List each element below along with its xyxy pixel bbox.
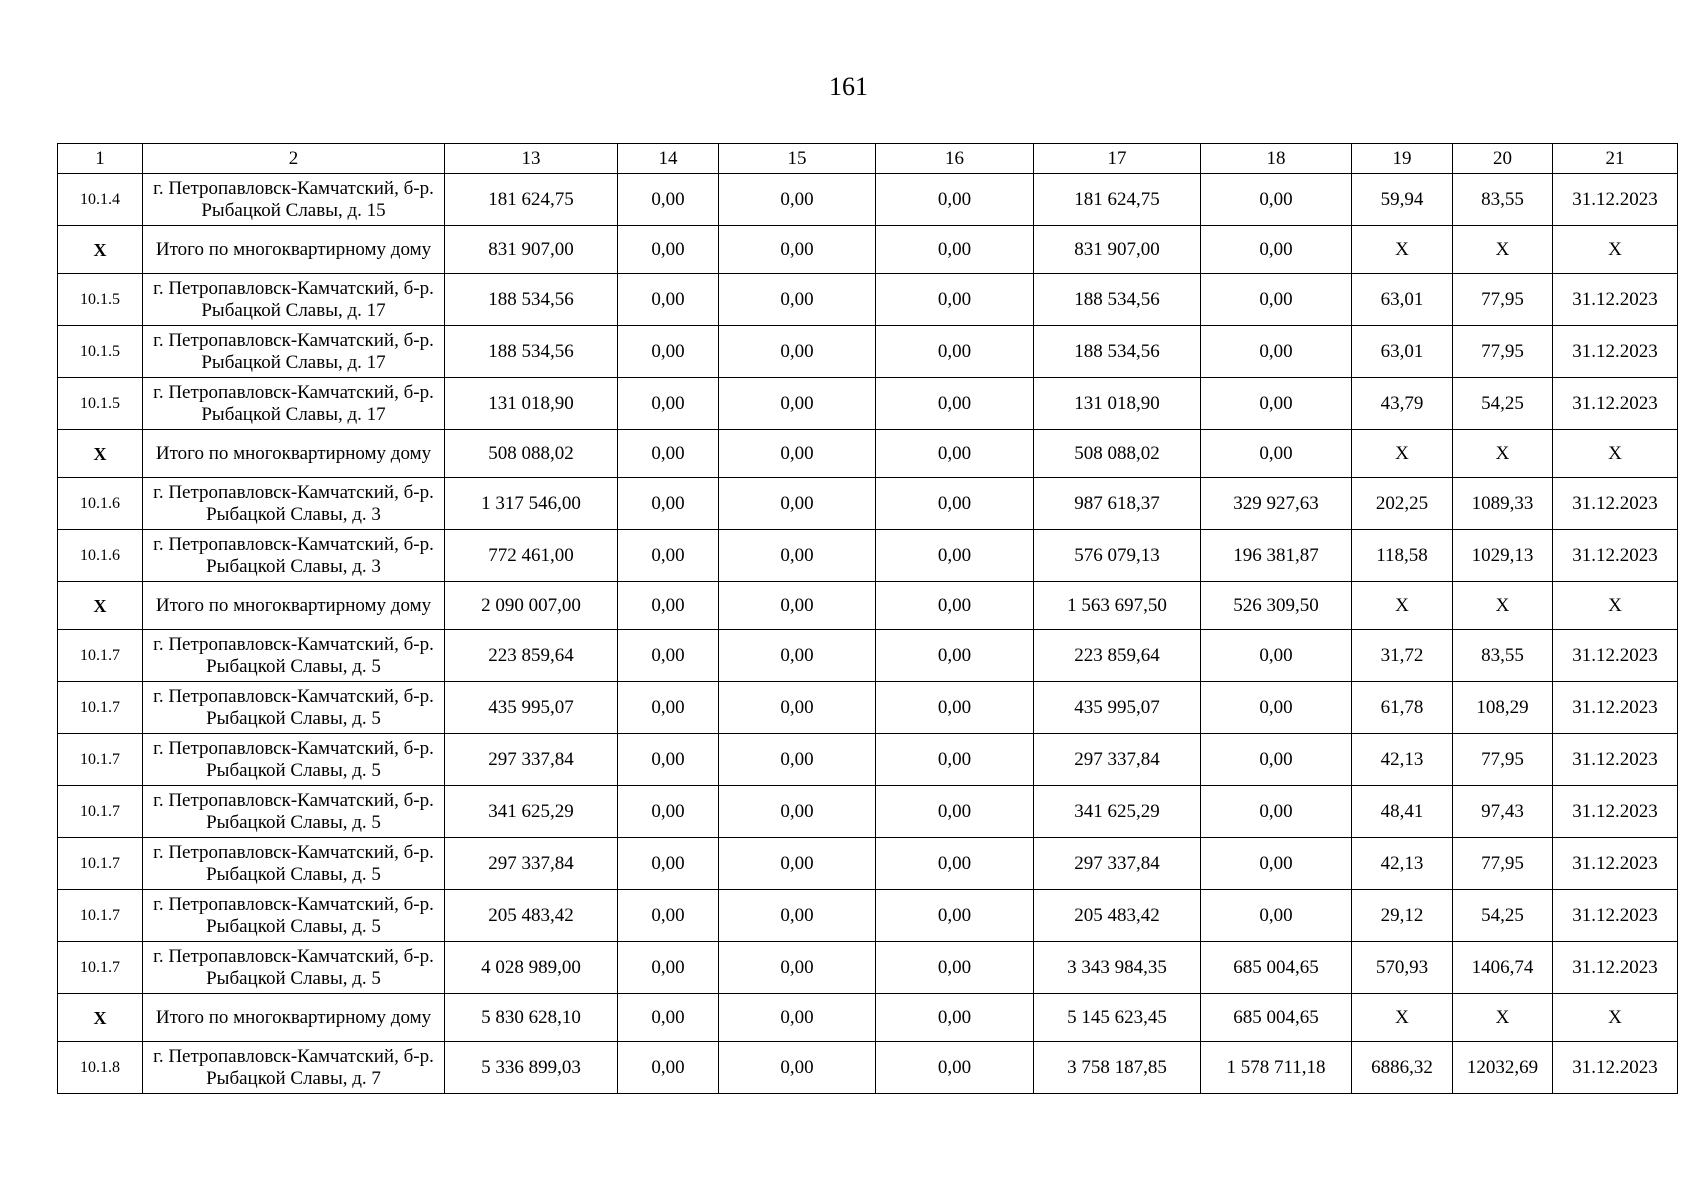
cell-col-1-number: 10.1.7 bbox=[58, 786, 143, 838]
cell-col-19: 48,41 bbox=[1352, 786, 1453, 838]
cell-col-17: 1 563 697,50 bbox=[1034, 582, 1201, 630]
cell-col-21: 31.12.2023 bbox=[1553, 682, 1678, 734]
cell-col-18: 0,00 bbox=[1201, 226, 1352, 274]
header-cell-col-21: 21 bbox=[1553, 144, 1678, 174]
cell-col-19: 63,01 bbox=[1352, 274, 1453, 326]
cell-col-13: 831 907,00 bbox=[445, 226, 618, 274]
cell-col-14: 0,00 bbox=[618, 786, 719, 838]
cell-col-1-number: 10.1.8 bbox=[58, 1042, 143, 1094]
cell-col-21: 31.12.2023 bbox=[1553, 174, 1678, 226]
cell-col-2-address: г. Петропавловск-Камчатский, б-р. Рыбацкой Славы, д. 5 bbox=[143, 942, 445, 994]
cell-col-19: X bbox=[1352, 994, 1453, 1042]
cell-col-14: 0,00 bbox=[618, 942, 719, 994]
cell-col-16: 0,00 bbox=[876, 890, 1034, 942]
cell-col-1-number: 10.1.7 bbox=[58, 838, 143, 890]
table-row bbox=[58, 942, 1678, 994]
cell-col-14: 0,00 bbox=[618, 734, 719, 786]
cell-col-17: 223 859,64 bbox=[1034, 630, 1201, 682]
cell-col-14: 0,00 bbox=[618, 630, 719, 682]
cell-col-18: 0,00 bbox=[1201, 430, 1352, 478]
cell-col-2-address: г. Петропавловск-Камчатский, б-р. Рыбацкой Славы, д. 15 bbox=[143, 174, 445, 226]
cell-col-15: 0,00 bbox=[719, 682, 876, 734]
cell-col-19: 6886,32 bbox=[1352, 1042, 1453, 1094]
header-cell-col-19: 19 bbox=[1352, 144, 1453, 174]
header-cell-col-17: 17 bbox=[1034, 144, 1201, 174]
cell-col-20: 97,43 bbox=[1453, 786, 1553, 838]
table-row bbox=[58, 630, 1678, 682]
cell-col-16: 0,00 bbox=[876, 274, 1034, 326]
cell-col-2-address: г. Петропавловск-Камчатский, б-р. Рыбацкой Славы, д. 5 bbox=[143, 838, 445, 890]
cell-col-13: 223 859,64 bbox=[445, 630, 618, 682]
total-row bbox=[58, 430, 1678, 478]
cell-col-2-address: г. Петропавловск-Камчатский, б-р. Рыбацкой Славы, д. 17 bbox=[143, 326, 445, 378]
cell-col-19: 31,72 bbox=[1352, 630, 1453, 682]
cell-col-21: X bbox=[1553, 994, 1678, 1042]
cell-col-2-address: г. Петропавловск-Камчатский, б-р. Рыбацкой Славы, д. 5 bbox=[143, 630, 445, 682]
cell-col-13: 508 088,02 bbox=[445, 430, 618, 478]
cell-col-2-address: г. Петропавловск-Камчатский, б-р. Рыбацкой Славы, д. 17 bbox=[143, 274, 445, 326]
cell-col-18: 0,00 bbox=[1201, 630, 1352, 682]
cell-col-15: 0,00 bbox=[719, 274, 876, 326]
cell-col-17: 576 079,13 bbox=[1034, 530, 1201, 582]
cell-col-2-address: г. Петропавловск-Камчатский, б-р. Рыбацкой Славы, д. 3 bbox=[143, 478, 445, 530]
cell-col-20: 108,29 bbox=[1453, 682, 1553, 734]
header-row bbox=[58, 144, 1678, 174]
cell-col-1-number: 10.1.7 bbox=[58, 734, 143, 786]
total-row bbox=[58, 582, 1678, 630]
cell-col-19: 29,12 bbox=[1352, 890, 1453, 942]
cell-col-16: 0,00 bbox=[876, 734, 1034, 786]
cell-col-15: 0,00 bbox=[719, 838, 876, 890]
cell-col-1-number: X bbox=[58, 226, 143, 274]
cell-col-21: 31.12.2023 bbox=[1553, 326, 1678, 378]
cell-col-19: 63,01 bbox=[1352, 326, 1453, 378]
cell-col-16: 0,00 bbox=[876, 838, 1034, 890]
cell-col-16: 0,00 bbox=[876, 378, 1034, 430]
cell-col-20: X bbox=[1453, 994, 1553, 1042]
cell-col-18: 0,00 bbox=[1201, 274, 1352, 326]
cell-col-20: 54,25 bbox=[1453, 378, 1553, 430]
cell-col-15: 0,00 bbox=[719, 582, 876, 630]
cell-col-17: 508 088,02 bbox=[1034, 430, 1201, 478]
header-cell-col-15: 15 bbox=[719, 144, 876, 174]
total-row bbox=[58, 994, 1678, 1042]
cell-col-17: 435 995,07 bbox=[1034, 682, 1201, 734]
header-cell-col-20: 20 bbox=[1453, 144, 1553, 174]
cell-col-20: 83,55 bbox=[1453, 174, 1553, 226]
cell-col-17: 188 534,56 bbox=[1034, 326, 1201, 378]
cell-col-17: 297 337,84 bbox=[1034, 734, 1201, 786]
table-row bbox=[58, 786, 1678, 838]
cell-col-15: 0,00 bbox=[719, 378, 876, 430]
cell-col-16: 0,00 bbox=[876, 994, 1034, 1042]
cell-col-20: 77,95 bbox=[1453, 838, 1553, 890]
header-cell-col-13: 13 bbox=[445, 144, 618, 174]
cell-col-14: 0,00 bbox=[618, 890, 719, 942]
cell-col-2-address: г. Петропавловск-Камчатский, б-р. Рыбацкой Славы, д. 5 bbox=[143, 682, 445, 734]
cell-col-20: X bbox=[1453, 226, 1553, 274]
table-row bbox=[58, 1042, 1678, 1094]
cell-col-17: 188 534,56 bbox=[1034, 274, 1201, 326]
cell-col-18: 0,00 bbox=[1201, 174, 1352, 226]
cell-col-18: 196 381,87 bbox=[1201, 530, 1352, 582]
cell-col-14: 0,00 bbox=[618, 326, 719, 378]
cell-col-20: 83,55 bbox=[1453, 630, 1553, 682]
cell-col-1-number: 10.1.5 bbox=[58, 274, 143, 326]
cell-col-21: 31.12.2023 bbox=[1553, 378, 1678, 430]
table-row bbox=[58, 274, 1678, 326]
cell-col-1-number: 10.1.6 bbox=[58, 478, 143, 530]
cell-col-13: 435 995,07 bbox=[445, 682, 618, 734]
cell-col-16: 0,00 bbox=[876, 478, 1034, 530]
cell-col-15: 0,00 bbox=[719, 734, 876, 786]
cell-col-17: 131 018,90 bbox=[1034, 378, 1201, 430]
cell-col-18: 685 004,65 bbox=[1201, 942, 1352, 994]
cell-col-17: 297 337,84 bbox=[1034, 838, 1201, 890]
cell-col-18: 329 927,63 bbox=[1201, 478, 1352, 530]
cell-col-15: 0,00 bbox=[719, 430, 876, 478]
table-body bbox=[58, 144, 1678, 1094]
page-number: 161 bbox=[829, 72, 868, 101]
table-row bbox=[58, 478, 1678, 530]
cell-col-15: 0,00 bbox=[719, 478, 876, 530]
cell-col-20: 1089,33 bbox=[1453, 478, 1553, 530]
cell-col-1-number: 10.1.7 bbox=[58, 942, 143, 994]
cell-col-21: 31.12.2023 bbox=[1553, 838, 1678, 890]
cell-col-18: 526 309,50 bbox=[1201, 582, 1352, 630]
table-row bbox=[58, 530, 1678, 582]
cell-col-14: 0,00 bbox=[618, 226, 719, 274]
cell-col-14: 0,00 bbox=[618, 1042, 719, 1094]
cell-col-1-number: 10.1.7 bbox=[58, 630, 143, 682]
cell-col-18: 0,00 bbox=[1201, 378, 1352, 430]
cell-col-13: 341 625,29 bbox=[445, 786, 618, 838]
cell-col-21: 31.12.2023 bbox=[1553, 942, 1678, 994]
cell-col-15: 0,00 bbox=[719, 174, 876, 226]
cell-col-17: 3 758 187,85 bbox=[1034, 1042, 1201, 1094]
cell-col-21: X bbox=[1553, 582, 1678, 630]
cell-col-21: 31.12.2023 bbox=[1553, 630, 1678, 682]
cell-col-1-number: 10.1.7 bbox=[58, 682, 143, 734]
cell-col-13: 131 018,90 bbox=[445, 378, 618, 430]
header-cell-col-1-number: 1 bbox=[58, 144, 143, 174]
cell-col-1-number: 10.1.5 bbox=[58, 326, 143, 378]
cell-col-18: 685 004,65 bbox=[1201, 994, 1352, 1042]
cell-col-1-number: X bbox=[58, 582, 143, 630]
cell-col-20: 1029,13 bbox=[1453, 530, 1553, 582]
cell-col-13: 205 483,42 bbox=[445, 890, 618, 942]
cell-col-20: 54,25 bbox=[1453, 890, 1553, 942]
table-row bbox=[58, 326, 1678, 378]
cell-col-15: 0,00 bbox=[719, 786, 876, 838]
cell-col-16: 0,00 bbox=[876, 430, 1034, 478]
cell-col-16: 0,00 bbox=[876, 226, 1034, 274]
cell-col-19: X bbox=[1352, 582, 1453, 630]
cell-col-13: 772 461,00 bbox=[445, 530, 618, 582]
cell-col-15: 0,00 bbox=[719, 994, 876, 1042]
cell-col-13: 4 028 989,00 bbox=[445, 942, 618, 994]
cell-col-15: 0,00 bbox=[719, 890, 876, 942]
cell-col-19: 59,94 bbox=[1352, 174, 1453, 226]
cell-col-21: X bbox=[1553, 430, 1678, 478]
cell-col-17: 3 343 984,35 bbox=[1034, 942, 1201, 994]
cell-col-18: 0,00 bbox=[1201, 786, 1352, 838]
cell-col-17: 205 483,42 bbox=[1034, 890, 1201, 942]
cell-col-21: 31.12.2023 bbox=[1553, 734, 1678, 786]
cell-col-13: 2 090 007,00 bbox=[445, 582, 618, 630]
cell-col-2-address: г. Петропавловск-Камчатский, б-р. Рыбацкой Славы, д. 7 bbox=[143, 1042, 445, 1094]
cell-col-13: 297 337,84 bbox=[445, 838, 618, 890]
cell-col-21: 31.12.2023 bbox=[1553, 274, 1678, 326]
cell-col-18: 0,00 bbox=[1201, 682, 1352, 734]
cell-col-13: 5 830 628,10 bbox=[445, 994, 618, 1042]
cell-col-19: 43,79 bbox=[1352, 378, 1453, 430]
cell-col-17: 181 624,75 bbox=[1034, 174, 1201, 226]
cell-col-21: 31.12.2023 bbox=[1553, 1042, 1678, 1094]
cell-col-16: 0,00 bbox=[876, 174, 1034, 226]
cell-col-16: 0,00 bbox=[876, 530, 1034, 582]
cell-col-2-address: Итого по многоквартирному дому bbox=[143, 994, 445, 1042]
header-cell-col-2-address: 2 bbox=[143, 144, 445, 174]
cell-col-16: 0,00 bbox=[876, 942, 1034, 994]
cell-col-17: 987 618,37 bbox=[1034, 478, 1201, 530]
table-row bbox=[58, 890, 1678, 942]
cell-col-18: 0,00 bbox=[1201, 838, 1352, 890]
cell-col-2-address: г. Петропавловск-Камчатский, б-р. Рыбацкой Славы, д. 3 bbox=[143, 530, 445, 582]
cell-col-13: 181 624,75 bbox=[445, 174, 618, 226]
cell-col-20: 77,95 bbox=[1453, 326, 1553, 378]
total-row bbox=[58, 226, 1678, 274]
cell-col-14: 0,00 bbox=[618, 378, 719, 430]
cell-col-21: 31.12.2023 bbox=[1553, 478, 1678, 530]
cell-col-1-number: X bbox=[58, 430, 143, 478]
cell-col-19: X bbox=[1352, 430, 1453, 478]
cell-col-19: 570,93 bbox=[1352, 942, 1453, 994]
cell-col-2-address: Итого по многоквартирному дому bbox=[143, 226, 445, 274]
header-cell-col-18: 18 bbox=[1201, 144, 1352, 174]
cell-col-1-number: 10.1.4 bbox=[58, 174, 143, 226]
cell-col-15: 0,00 bbox=[719, 630, 876, 682]
cell-col-1-number: 10.1.5 bbox=[58, 378, 143, 430]
cell-col-16: 0,00 bbox=[876, 1042, 1034, 1094]
cell-col-2-address: г. Петропавловск-Камчатский, б-р. Рыбацкой Славы, д. 17 bbox=[143, 378, 445, 430]
cell-col-21: 31.12.2023 bbox=[1553, 530, 1678, 582]
cell-col-21: X bbox=[1553, 226, 1678, 274]
cell-col-19: 42,13 bbox=[1352, 838, 1453, 890]
cell-col-15: 0,00 bbox=[719, 530, 876, 582]
cell-col-14: 0,00 bbox=[618, 582, 719, 630]
cell-col-14: 0,00 bbox=[618, 530, 719, 582]
cell-col-17: 5 145 623,45 bbox=[1034, 994, 1201, 1042]
table-row bbox=[58, 734, 1678, 786]
cell-col-19: 42,13 bbox=[1352, 734, 1453, 786]
cell-col-2-address: г. Петропавловск-Камчатский, б-р. Рыбацкой Славы, д. 5 bbox=[143, 786, 445, 838]
cell-col-15: 0,00 bbox=[719, 1042, 876, 1094]
cell-col-13: 188 534,56 bbox=[445, 274, 618, 326]
cell-col-15: 0,00 bbox=[719, 226, 876, 274]
cell-col-19: 61,78 bbox=[1352, 682, 1453, 734]
cell-col-15: 0,00 bbox=[719, 326, 876, 378]
cell-col-19: X bbox=[1352, 226, 1453, 274]
cell-col-16: 0,00 bbox=[876, 682, 1034, 734]
cell-col-13: 1 317 546,00 bbox=[445, 478, 618, 530]
cell-col-20: X bbox=[1453, 430, 1553, 478]
table-row bbox=[58, 682, 1678, 734]
cell-col-18: 0,00 bbox=[1201, 734, 1352, 786]
cell-col-2-address: Итого по многоквартирному дому bbox=[143, 582, 445, 630]
table-row bbox=[58, 838, 1678, 890]
cell-col-1-number: X bbox=[58, 994, 143, 1042]
cell-col-14: 0,00 bbox=[618, 994, 719, 1042]
data-table bbox=[57, 143, 1678, 1094]
cell-col-2-address: Итого по многоквартирному дому bbox=[143, 430, 445, 478]
cell-col-16: 0,00 bbox=[876, 630, 1034, 682]
cell-col-20: 77,95 bbox=[1453, 734, 1553, 786]
cell-col-14: 0,00 bbox=[618, 682, 719, 734]
cell-col-13: 5 336 899,03 bbox=[445, 1042, 618, 1094]
cell-col-18: 0,00 bbox=[1201, 890, 1352, 942]
table-row bbox=[58, 174, 1678, 226]
cell-col-14: 0,00 bbox=[618, 838, 719, 890]
cell-col-20: 1406,74 bbox=[1453, 942, 1553, 994]
cell-col-14: 0,00 bbox=[618, 174, 719, 226]
cell-col-14: 0,00 bbox=[618, 430, 719, 478]
cell-col-14: 0,00 bbox=[618, 274, 719, 326]
header-cell-col-16: 16 bbox=[876, 144, 1034, 174]
cell-col-17: 831 907,00 bbox=[1034, 226, 1201, 274]
header-cell-col-14: 14 bbox=[618, 144, 719, 174]
cell-col-13: 188 534,56 bbox=[445, 326, 618, 378]
cell-col-18: 0,00 bbox=[1201, 326, 1352, 378]
cell-col-2-address: г. Петропавловск-Камчатский, б-р. Рыбацкой Славы, д. 5 bbox=[143, 890, 445, 942]
cell-col-20: 77,95 bbox=[1453, 274, 1553, 326]
cell-col-2-address: г. Петропавловск-Камчатский, б-р. Рыбацкой Славы, д. 5 bbox=[143, 734, 445, 786]
cell-col-1-number: 10.1.7 bbox=[58, 890, 143, 942]
cell-col-1-number: 10.1.6 bbox=[58, 530, 143, 582]
cell-col-13: 297 337,84 bbox=[445, 734, 618, 786]
cell-col-16: 0,00 bbox=[876, 582, 1034, 630]
cell-col-20: X bbox=[1453, 582, 1553, 630]
cell-col-16: 0,00 bbox=[876, 786, 1034, 838]
cell-col-21: 31.12.2023 bbox=[1553, 786, 1678, 838]
cell-col-19: 118,58 bbox=[1352, 530, 1453, 582]
cell-col-16: 0,00 bbox=[876, 326, 1034, 378]
cell-col-15: 0,00 bbox=[719, 942, 876, 994]
cell-col-21: 31.12.2023 bbox=[1553, 890, 1678, 942]
cell-col-20: 12032,69 bbox=[1453, 1042, 1553, 1094]
cell-col-14: 0,00 bbox=[618, 478, 719, 530]
cell-col-18: 1 578 711,18 bbox=[1201, 1042, 1352, 1094]
cell-col-17: 341 625,29 bbox=[1034, 786, 1201, 838]
cell-col-19: 202,25 bbox=[1352, 478, 1453, 530]
table-row bbox=[58, 378, 1678, 430]
